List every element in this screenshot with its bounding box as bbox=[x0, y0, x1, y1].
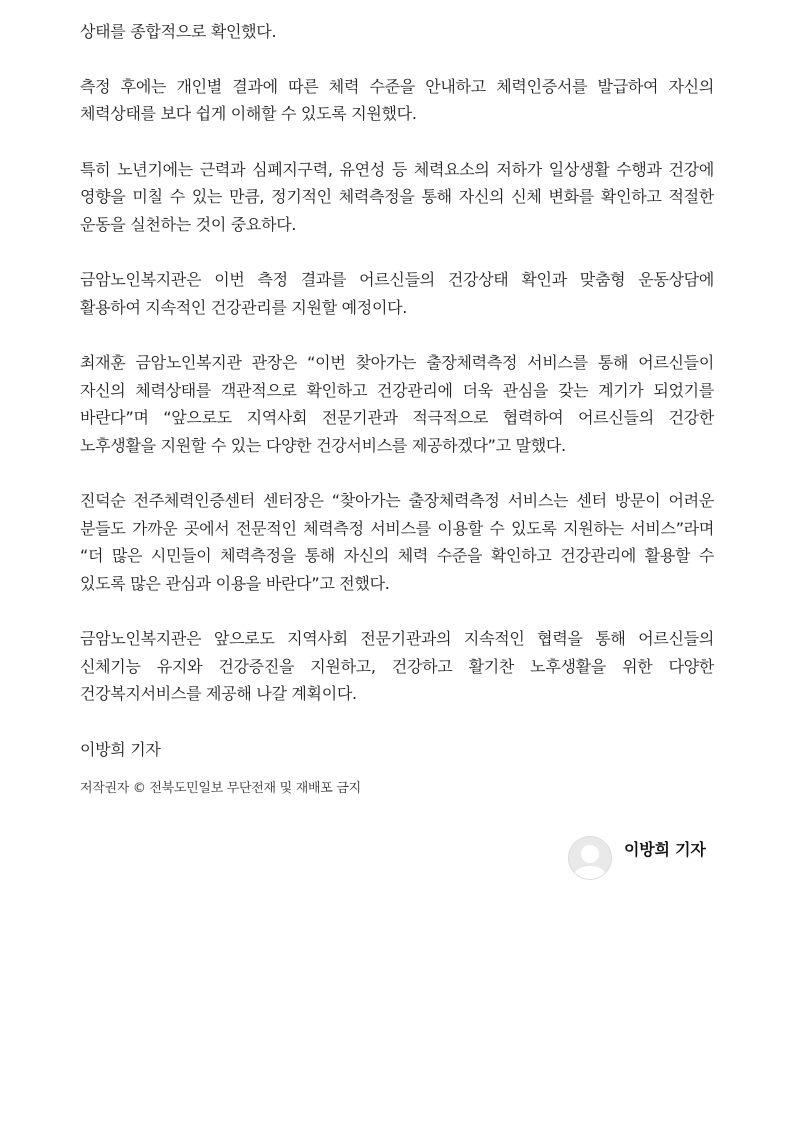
article-paragraph-3: 특히 노년기에는 근력과 심폐지구력, 유연성 등 체력요소의 저하가 일상생활 수행과 건강에 영향을 미칠 수 있는 만큼, 정기적인 체력측정을 통해 자신의 신체 변화를 확인하고 적절한 운동을 실천하는 것이 중요하다. bbox=[80, 159, 714, 234]
article-paragraph-4: 금암노인복지관은 이번 측정 결과를 어르신들의 건강상태 확인과 맞춤형 운동상담에 활용하여 지속적인 건강관리를 지원할 예정이다. bbox=[80, 270, 714, 317]
copyright-notice: 저작권자 © 전북도민일보 무단전재 및 재배포 금지 bbox=[80, 781, 361, 796]
article-paragraph-7: 금암노인복지관은 앞으로도 지역사회 전문기관과의 지속적인 협력을 통해 어르신들의 신체기능 유지와 건강증진을 지원하고, 건강하고 활기찬 노후생활을 위한 다양한 건강복지서비스를 제공해 나갈 계획이다. bbox=[80, 629, 714, 703]
article-paragraph-5: 최재훈 금암노인복지관 관장은 “이번 찾아가는 출장체력측정 서비스를 통해 어르신들이 자신의 체력상태를 객관적으로 확인하고 건강관리에 더욱 관심을 갖는 계기가 되었기를 바란다”며 “앞으로도 지역사회 전문기관과 적극적으로 협력하여 어르신들의 건강한 노후생활을 지원할 수 있는 다양한 건강서비스를 제공하겠다”고 말했다. bbox=[80, 353, 714, 455]
user-avatar-icon[interactable] bbox=[568, 836, 612, 880]
article-paragraph-6: 진덕순 전주체력인증센터 센터장은 “찾아가는 출장체력측정 서비스는 센터 방문이 어려운 분들도 가까운 곳에서 전문적인 체력측정 서비스를 이용할 수 있도록 지원하는 서비스”라며 “더 많은 시민들이 체력측정을 통해 자신의 체력 수준을 확인하고 건강관리에 활용할 수 있도록 많은 관심과 이용을 바란다”고 전했다. bbox=[80, 491, 714, 593]
reporter-name-link[interactable]: 이방희 기자 bbox=[624, 840, 706, 859]
reporter-byline[interactable] bbox=[568, 836, 706, 880]
article-reporter: 이방희 기자 bbox=[80, 739, 161, 759]
article-body bbox=[80, 18, 714, 799]
article-paragraph-2: 측정 후에는 개인별 결과에 따른 체력 수준을 안내하고 체력인증서를 발급하여 자신의 체력상태를 보다 쉽게 이해할 수 있도록 지원했다. bbox=[80, 76, 714, 123]
article-paragraph-1: 상태를 종합적으로 확인했다. bbox=[80, 22, 277, 41]
